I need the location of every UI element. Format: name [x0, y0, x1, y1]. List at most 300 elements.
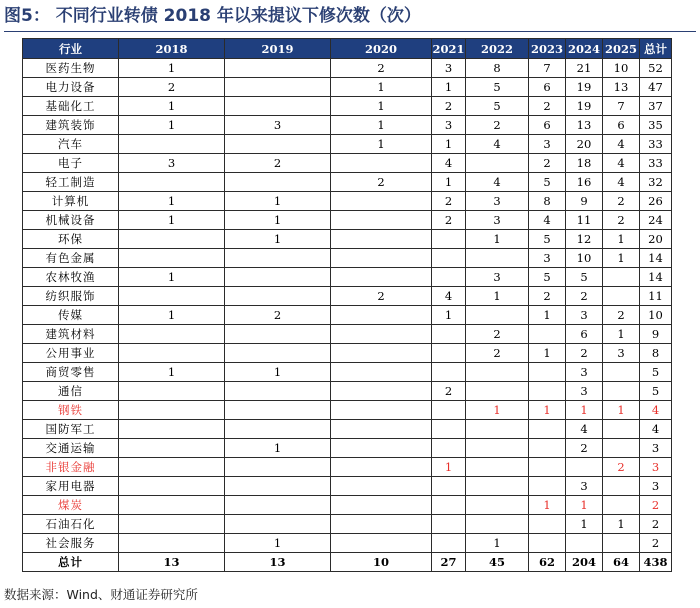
figure-title: 图5： 不同行业转债 2018 年以来提议下修次数（次） [4, 6, 421, 26]
industry-cell: 非银金融 [23, 458, 119, 477]
table-row [23, 268, 672, 287]
table-row [23, 230, 672, 249]
value-cell: 1 [603, 230, 640, 249]
value-cell: 2 [566, 344, 603, 363]
value-cell: 4 [640, 401, 672, 420]
industry-cell: 纺织服饰 [23, 287, 119, 306]
value-cell: 12 [566, 230, 603, 249]
source-note: 数据来源：Wind、财通证券研究所 [4, 587, 198, 602]
value-cell [225, 401, 331, 420]
table-row [23, 192, 672, 211]
value-cell: 2 [331, 287, 432, 306]
total-cell: 13 [225, 553, 331, 572]
value-cell: 4 [432, 287, 466, 306]
value-cell: 7 [603, 97, 640, 116]
industry-cell: 煤炭 [23, 496, 119, 515]
value-cell: 21 [566, 59, 603, 78]
value-cell: 1 [466, 534, 529, 553]
value-cell [119, 173, 225, 192]
value-cell [529, 515, 566, 534]
value-cell: 1 [432, 135, 466, 154]
value-cell: 47 [640, 78, 672, 97]
value-cell: 1 [603, 515, 640, 534]
value-cell: 1 [331, 78, 432, 97]
value-cell [432, 515, 466, 534]
value-cell: 2 [432, 211, 466, 230]
value-cell: 11 [566, 211, 603, 230]
value-cell [331, 268, 432, 287]
value-cell: 1 [119, 268, 225, 287]
value-cell: 1 [529, 306, 566, 325]
value-cell: 1 [225, 439, 331, 458]
total-cell: 13 [119, 553, 225, 572]
value-cell: 4 [529, 211, 566, 230]
value-cell: 2 [466, 344, 529, 363]
value-cell: 35 [640, 116, 672, 135]
value-cell: 10 [566, 249, 603, 268]
value-cell [119, 496, 225, 515]
value-cell: 52 [640, 59, 672, 78]
table-row [23, 458, 672, 477]
industry-cell: 社会服务 [23, 534, 119, 553]
value-cell: 1 [119, 192, 225, 211]
value-cell [225, 458, 331, 477]
value-cell [225, 420, 331, 439]
value-cell: 4 [603, 135, 640, 154]
value-cell: 1 [466, 401, 529, 420]
value-cell: 1 [119, 116, 225, 135]
table-row [23, 420, 672, 439]
total-cell: 438 [640, 553, 672, 572]
value-cell [466, 477, 529, 496]
value-cell: 2 [603, 306, 640, 325]
value-cell: 1 [603, 249, 640, 268]
value-cell [331, 325, 432, 344]
total-cell: 27 [432, 553, 466, 572]
value-cell: 3 [566, 363, 603, 382]
value-cell [466, 363, 529, 382]
value-cell [331, 458, 432, 477]
value-cell: 14 [640, 249, 672, 268]
value-cell [603, 268, 640, 287]
value-cell [603, 382, 640, 401]
value-cell [225, 382, 331, 401]
table-row [23, 135, 672, 154]
value-cell [529, 534, 566, 553]
value-cell: 2 [566, 439, 603, 458]
value-cell: 3 [529, 135, 566, 154]
value-cell: 9 [566, 192, 603, 211]
value-cell [331, 515, 432, 534]
table-row [23, 439, 672, 458]
table-row [23, 78, 672, 97]
value-cell: 3 [529, 249, 566, 268]
value-cell: 4 [466, 173, 529, 192]
value-cell [466, 306, 529, 325]
value-cell: 3 [640, 477, 672, 496]
value-cell: 1 [566, 401, 603, 420]
value-cell [331, 534, 432, 553]
value-cell: 4 [432, 154, 466, 173]
value-cell [331, 363, 432, 382]
value-cell [331, 230, 432, 249]
value-cell: 33 [640, 135, 672, 154]
value-cell [603, 534, 640, 553]
value-cell: 32 [640, 173, 672, 192]
value-cell: 2 [529, 97, 566, 116]
value-cell: 3 [466, 192, 529, 211]
industry-cell: 计算机 [23, 192, 119, 211]
value-cell: 1 [331, 97, 432, 116]
total-cell: 62 [529, 553, 566, 572]
total-label: 总计 [23, 553, 119, 572]
value-cell [119, 534, 225, 553]
industry-cell: 电力设备 [23, 78, 119, 97]
header-2025: 2025 [603, 39, 640, 59]
value-cell [566, 458, 603, 477]
value-cell [119, 230, 225, 249]
total-cell: 45 [466, 553, 529, 572]
value-cell [331, 477, 432, 496]
industry-cell: 石油石化 [23, 515, 119, 534]
table-row [23, 211, 672, 230]
value-cell: 2 [466, 325, 529, 344]
table-row [23, 97, 672, 116]
value-cell: 14 [640, 268, 672, 287]
value-cell [119, 249, 225, 268]
value-cell [432, 230, 466, 249]
value-cell: 1 [119, 363, 225, 382]
value-cell: 8 [640, 344, 672, 363]
value-cell: 5 [566, 268, 603, 287]
value-cell: 3 [640, 458, 672, 477]
industry-cell: 商贸零售 [23, 363, 119, 382]
industry-cell: 建筑装饰 [23, 116, 119, 135]
value-cell [331, 211, 432, 230]
value-cell: 10 [640, 306, 672, 325]
total-cell: 10 [331, 553, 432, 572]
value-cell: 2 [432, 382, 466, 401]
table-row [23, 249, 672, 268]
value-cell [529, 439, 566, 458]
value-cell [331, 192, 432, 211]
value-cell: 3 [566, 382, 603, 401]
value-cell [225, 268, 331, 287]
value-cell: 2 [603, 458, 640, 477]
table-row [23, 534, 672, 553]
value-cell [529, 382, 566, 401]
value-cell: 5 [640, 363, 672, 382]
header-2018: 2018 [119, 39, 225, 59]
value-cell [432, 344, 466, 363]
table-row [23, 306, 672, 325]
value-cell: 2 [225, 154, 331, 173]
header-2023: 2023 [529, 39, 566, 59]
value-cell: 3 [466, 211, 529, 230]
industry-cell: 汽车 [23, 135, 119, 154]
value-cell [119, 325, 225, 344]
value-cell: 2 [432, 97, 466, 116]
value-cell [603, 477, 640, 496]
value-cell [119, 458, 225, 477]
value-cell [529, 420, 566, 439]
value-cell [119, 382, 225, 401]
value-cell [466, 515, 529, 534]
value-cell: 5 [529, 268, 566, 287]
value-cell [225, 496, 331, 515]
value-cell: 1 [466, 230, 529, 249]
value-cell: 1 [566, 496, 603, 515]
value-cell: 1 [566, 515, 603, 534]
value-cell [603, 420, 640, 439]
value-cell [331, 496, 432, 515]
value-cell: 2 [432, 192, 466, 211]
value-cell [225, 135, 331, 154]
value-cell [432, 268, 466, 287]
value-cell [466, 249, 529, 268]
value-cell: 3 [566, 477, 603, 496]
value-cell [331, 306, 432, 325]
value-cell: 1 [529, 401, 566, 420]
value-cell [225, 97, 331, 116]
value-cell: 6 [529, 116, 566, 135]
total-row [23, 553, 672, 572]
industry-cell: 国防军工 [23, 420, 119, 439]
value-cell: 1 [603, 401, 640, 420]
value-cell: 10 [603, 59, 640, 78]
industry-cell: 电子 [23, 154, 119, 173]
table-row [23, 173, 672, 192]
value-cell: 4 [603, 154, 640, 173]
value-cell [225, 515, 331, 534]
value-cell: 2 [466, 116, 529, 135]
value-cell [331, 439, 432, 458]
value-cell [225, 59, 331, 78]
title-divider [4, 31, 696, 32]
value-cell [119, 439, 225, 458]
value-cell: 2 [640, 515, 672, 534]
value-cell [432, 477, 466, 496]
value-cell: 1 [119, 97, 225, 116]
value-cell: 2 [566, 287, 603, 306]
value-cell: 1 [119, 306, 225, 325]
value-cell: 3 [466, 268, 529, 287]
header-2022: 2022 [466, 39, 529, 59]
value-cell: 13 [566, 116, 603, 135]
value-cell: 1 [225, 192, 331, 211]
value-cell [432, 401, 466, 420]
value-cell: 1 [119, 211, 225, 230]
table-header-row [23, 39, 672, 59]
industry-cell: 通信 [23, 382, 119, 401]
value-cell: 7 [529, 59, 566, 78]
value-cell: 26 [640, 192, 672, 211]
value-cell [119, 477, 225, 496]
value-cell: 1 [529, 496, 566, 515]
industry-cell: 轻工制造 [23, 173, 119, 192]
value-cell: 5 [466, 78, 529, 97]
value-cell: 3 [432, 59, 466, 78]
value-cell: 1 [432, 306, 466, 325]
value-cell: 4 [466, 135, 529, 154]
value-cell: 9 [640, 325, 672, 344]
header-2024: 2024 [566, 39, 603, 59]
value-cell: 8 [529, 192, 566, 211]
value-cell: 37 [640, 97, 672, 116]
value-cell [466, 439, 529, 458]
header-2020: 2020 [331, 39, 432, 59]
industry-cell: 钢铁 [23, 401, 119, 420]
value-cell: 4 [566, 420, 603, 439]
industry-cell: 传媒 [23, 306, 119, 325]
value-cell [432, 325, 466, 344]
value-cell: 1 [466, 287, 529, 306]
value-cell: 3 [603, 344, 640, 363]
value-cell [432, 363, 466, 382]
industry-cell: 公用事业 [23, 344, 119, 363]
value-cell: 1 [225, 534, 331, 553]
table-row [23, 515, 672, 534]
value-cell: 6 [529, 78, 566, 97]
value-cell: 2 [331, 173, 432, 192]
value-cell [529, 363, 566, 382]
table-row [23, 363, 672, 382]
value-cell [225, 325, 331, 344]
value-cell: 33 [640, 154, 672, 173]
value-cell [331, 249, 432, 268]
value-cell [466, 496, 529, 515]
value-cell: 1 [225, 230, 331, 249]
value-cell [432, 249, 466, 268]
industry-cell: 家用电器 [23, 477, 119, 496]
value-cell [119, 135, 225, 154]
value-cell [225, 477, 331, 496]
value-cell: 2 [529, 154, 566, 173]
value-cell: 2 [331, 59, 432, 78]
table-row [23, 401, 672, 420]
value-cell [119, 420, 225, 439]
value-cell: 19 [566, 78, 603, 97]
value-cell [331, 154, 432, 173]
value-cell: 1 [225, 363, 331, 382]
value-cell [432, 420, 466, 439]
value-cell: 1 [432, 458, 466, 477]
value-cell: 1 [331, 135, 432, 154]
value-cell [331, 420, 432, 439]
value-cell [225, 344, 331, 363]
industry-cell: 基础化工 [23, 97, 119, 116]
value-cell [529, 325, 566, 344]
table-row [23, 116, 672, 135]
value-cell: 2 [603, 211, 640, 230]
value-cell: 8 [466, 59, 529, 78]
value-cell: 6 [566, 325, 603, 344]
value-cell: 5 [529, 230, 566, 249]
industry-cell: 农林牧渔 [23, 268, 119, 287]
table-row [23, 382, 672, 401]
value-cell: 13 [603, 78, 640, 97]
value-cell: 3 [640, 439, 672, 458]
value-cell [225, 249, 331, 268]
value-cell: 5 [466, 97, 529, 116]
value-cell: 2 [529, 287, 566, 306]
value-cell [603, 363, 640, 382]
value-cell [566, 534, 603, 553]
table-row [23, 325, 672, 344]
table-row [23, 287, 672, 306]
value-cell: 20 [640, 230, 672, 249]
table-row [23, 59, 672, 78]
value-cell [466, 420, 529, 439]
header-总计: 总计 [640, 39, 672, 59]
value-cell [466, 154, 529, 173]
header-2019: 2019 [225, 39, 331, 59]
value-cell [225, 173, 331, 192]
value-cell [603, 287, 640, 306]
table-row [23, 496, 672, 515]
value-cell [432, 496, 466, 515]
table-row [23, 154, 672, 173]
value-cell: 1 [432, 78, 466, 97]
table-row [23, 477, 672, 496]
value-cell [119, 344, 225, 363]
value-cell: 1 [119, 59, 225, 78]
value-cell [119, 515, 225, 534]
value-cell: 1 [603, 325, 640, 344]
value-cell: 1 [529, 344, 566, 363]
value-cell [331, 344, 432, 363]
value-cell: 5 [640, 382, 672, 401]
value-cell: 3 [225, 116, 331, 135]
value-cell: 3 [566, 306, 603, 325]
value-cell: 3 [432, 116, 466, 135]
total-cell: 64 [603, 553, 640, 572]
value-cell: 2 [640, 534, 672, 553]
value-cell: 11 [640, 287, 672, 306]
value-cell [119, 287, 225, 306]
value-cell [603, 439, 640, 458]
value-cell: 2 [603, 192, 640, 211]
value-cell: 18 [566, 154, 603, 173]
value-cell [432, 534, 466, 553]
value-cell: 19 [566, 97, 603, 116]
value-cell: 2 [119, 78, 225, 97]
industry-cell: 有色金属 [23, 249, 119, 268]
value-cell [331, 382, 432, 401]
value-cell: 16 [566, 173, 603, 192]
total-cell: 204 [566, 553, 603, 572]
value-cell: 1 [331, 116, 432, 135]
header-2021: 2021 [432, 39, 466, 59]
downward-revision-table [22, 38, 672, 572]
industry-cell: 交通运输 [23, 439, 119, 458]
value-cell [432, 439, 466, 458]
value-cell: 1 [225, 211, 331, 230]
value-cell [603, 496, 640, 515]
industry-cell: 机械设备 [23, 211, 119, 230]
industry-cell: 环保 [23, 230, 119, 249]
table-row [23, 344, 672, 363]
value-cell [529, 458, 566, 477]
value-cell: 20 [566, 135, 603, 154]
value-cell [466, 382, 529, 401]
value-cell [225, 78, 331, 97]
value-cell [119, 401, 225, 420]
value-cell [225, 287, 331, 306]
table-body [23, 59, 672, 572]
value-cell: 6 [603, 116, 640, 135]
value-cell [529, 477, 566, 496]
